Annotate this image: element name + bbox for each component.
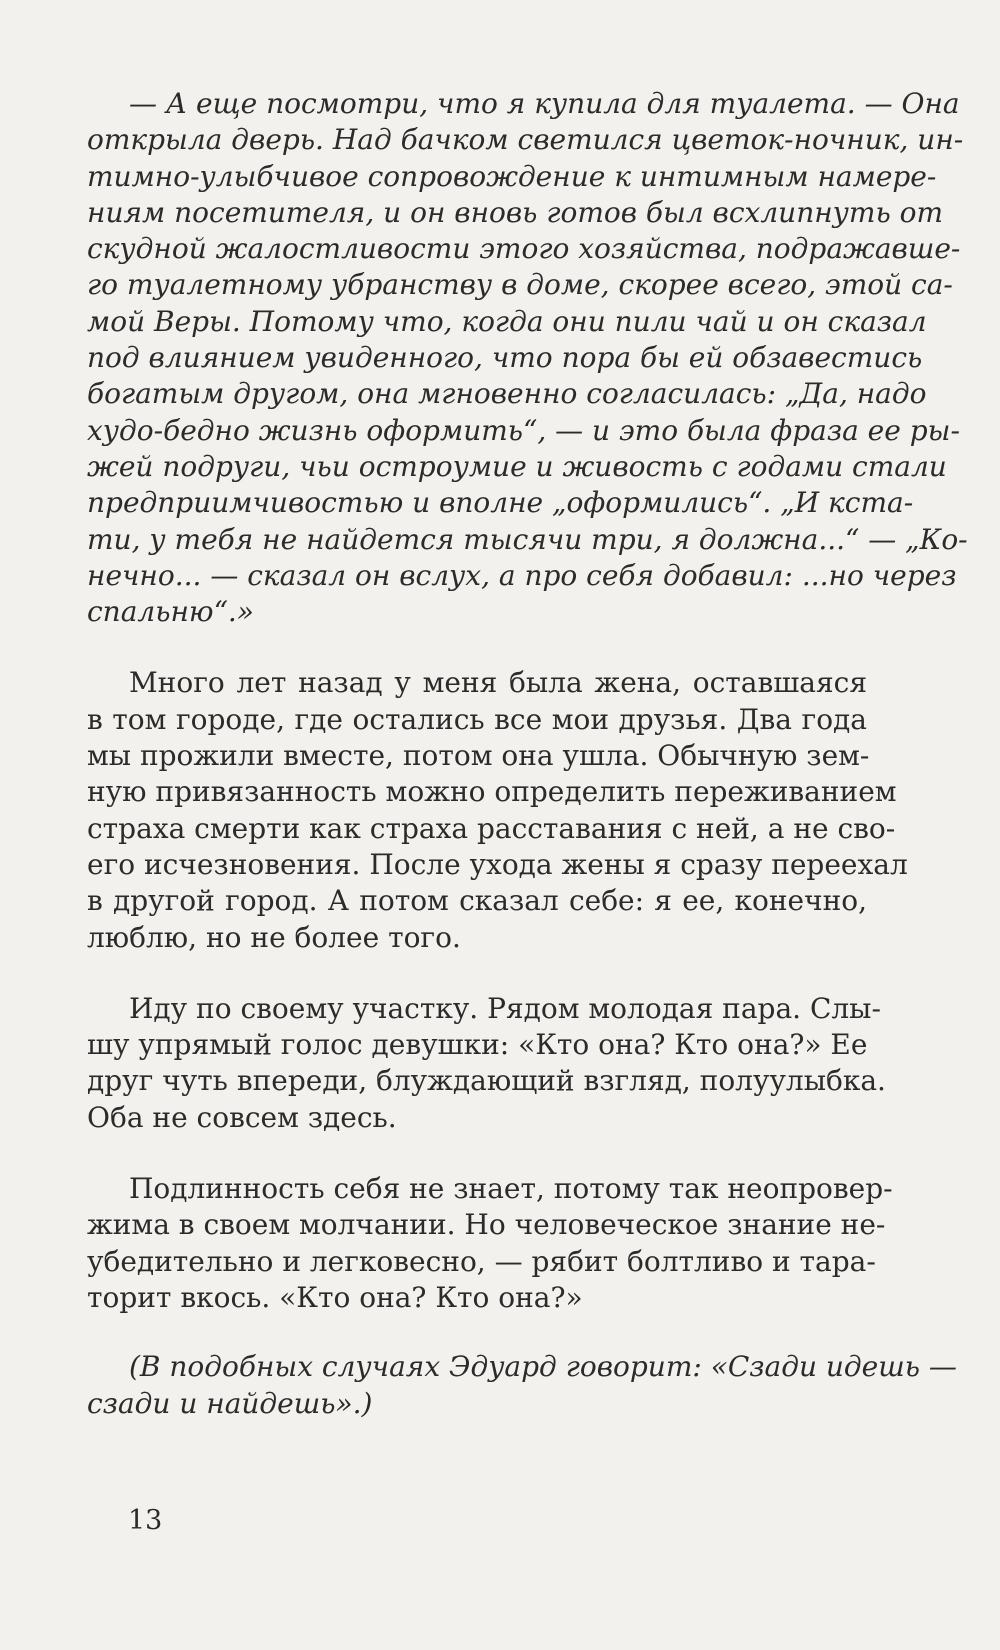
paragraph-spacer <box>87 1316 867 1349</box>
paragraph-spacer <box>87 1136 867 1171</box>
text-line: убедительно и легковесно, — рябит болтливо и тара- <box>87 1244 876 1278</box>
text-line: Иду по своему участку. Рядом молодая пара. Слы- <box>129 991 881 1025</box>
text-line: под влиянием увиденного, что пора бы ей обзавестись <box>87 341 923 375</box>
text-line: жей подруги, чьи остроумие и живость с годами стали <box>87 449 947 483</box>
text-line: богатым другом, она мгновенно согласилась: „Да, надо <box>87 377 927 411</box>
text-line: в другой город. А потом сказал себе: я ее, конечно, <box>87 884 867 918</box>
paragraph-2 <box>87 665 908 955</box>
book-page <box>87 86 968 1422</box>
text-line: тимно-улыбчивое сопровождение к интимным намере- <box>87 159 937 193</box>
paragraph-3 <box>87 991 886 1136</box>
text-line: ную привязанность можно определить переживанием <box>87 775 897 809</box>
text-line: шу упрямый голос девушки: «Кто она? Кто она?» Ее <box>87 1028 868 1062</box>
page-number: 13 <box>128 1505 163 1536</box>
text-line: Оба не совсем здесь. <box>87 1100 397 1134</box>
text-line: люблю, но не более того. <box>87 920 461 954</box>
paragraph-spacer <box>87 956 867 991</box>
text-line: мы прожили вместе, потом она ушла. Обычную зем- <box>87 739 870 773</box>
text-line: ти, у тебя не найдется тысячи три, я должна...“ — „Ко- <box>87 522 968 556</box>
text-line: — А еще посмотри, что я купила для туалета. — Она <box>129 87 960 120</box>
text-line: страха смерти как страха расставания с ней, а не сво- <box>87 811 896 845</box>
text-line: ниям посетителя, и он вновь готов был всхлипнуть от <box>87 195 944 229</box>
text-line: его исчезновения. После ухода жены я сразу переехал <box>87 847 908 881</box>
text-line: (В подобных случаях Эдуард говорит: «Сзади идешь — <box>129 1350 957 1384</box>
text-line: друг чуть впереди, блуждающий взгляд, полуулыбка. <box>87 1064 886 1098</box>
text-line: спальню“.» <box>87 595 254 629</box>
text-line: худо-бедно жизнь оформить“, — и это была фраза ее ры- <box>87 413 960 447</box>
text-line: скудной жалостливости этого хозяйства, подражавше- <box>87 232 961 266</box>
paragraph-1-italic-quote <box>87 86 968 630</box>
text-line: нечно... — сказал он вслух, а про себя добавил: ...но через <box>87 558 957 592</box>
text-line: предприимчивостью и вполне „оформились“. „И кста- <box>87 486 914 520</box>
text-line: мой Веры. Потому что, когда они пили чай и он сказал <box>87 304 927 338</box>
text-line: Подлинность себя не знает, потому так неопровер- <box>129 1172 893 1206</box>
text-line: го туалетному убранству в доме, скорее всего, этой са- <box>87 268 953 302</box>
text-line: Много лет назад у меня была жена, оставшаяся <box>129 666 867 700</box>
paragraph-spacer <box>87 630 867 665</box>
paragraph-4 <box>87 1171 893 1316</box>
paragraph-5-italic-remark <box>87 1349 957 1422</box>
text-line: открыла дверь. Над бачком светился цветок-ночник, ин- <box>87 123 964 157</box>
text-line: сзади и найдешь».) <box>87 1386 373 1420</box>
text-line: жима в своем молчании. Но человеческое знание не- <box>87 1208 886 1242</box>
text-line: торит вкось. «Кто она? Кто она?» <box>87 1280 583 1314</box>
text-line: в том городе, где остались все мои друзья. Два года <box>87 702 867 736</box>
